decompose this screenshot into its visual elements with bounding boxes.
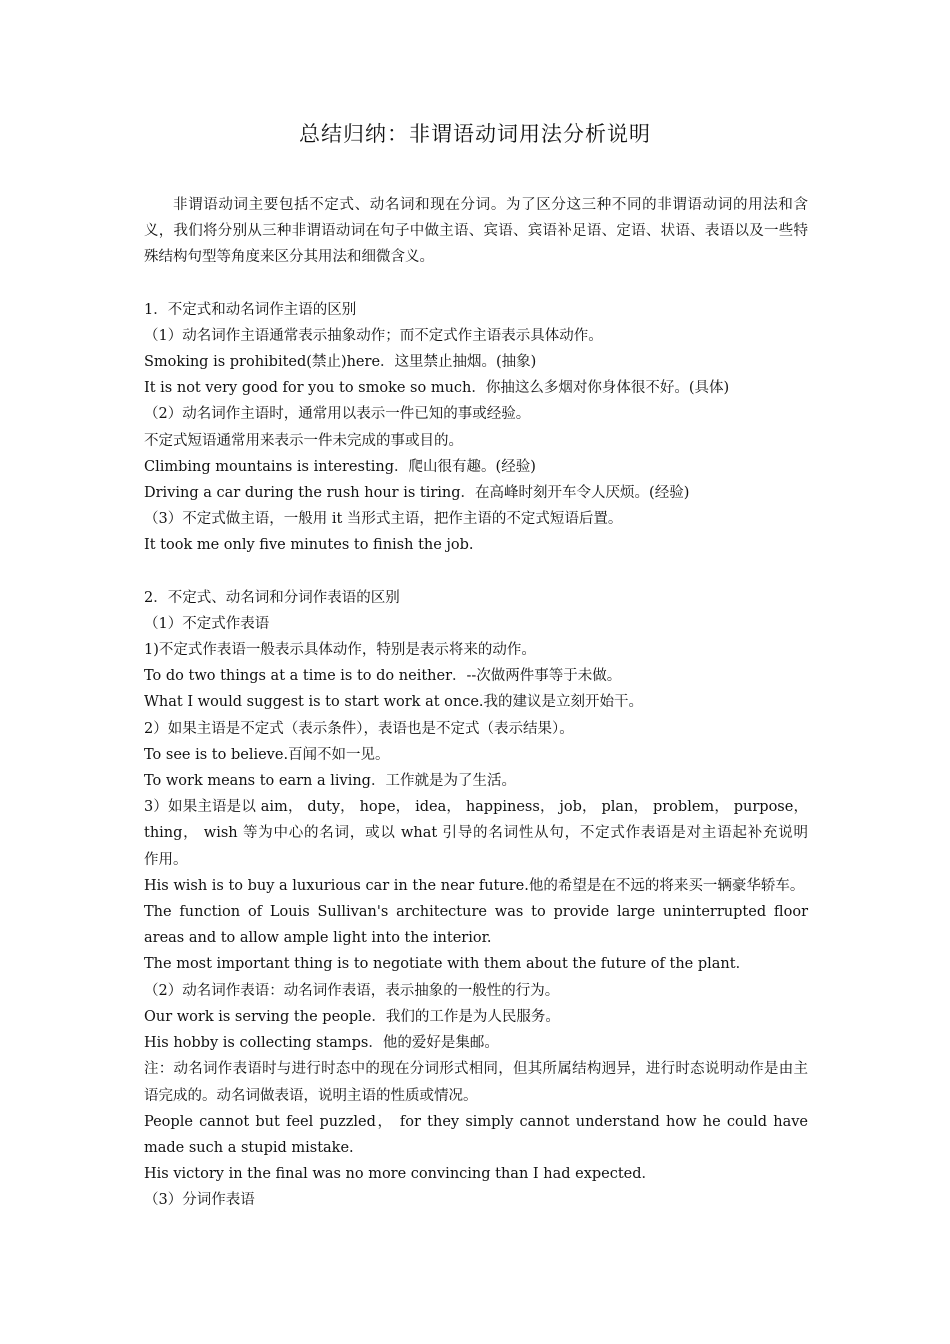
spacer: [144, 271, 808, 297]
section-2-line: His victory in the final was no more convincing than I had expected．: [144, 1166, 657, 1183]
section-1-line: （1）动名词作主语通常表示抽象动作；而不定式作主语表示具体动作。: [144, 327, 603, 344]
section-1-line: 不定式短语通常用来表示一件未完成的事或目的。: [144, 432, 463, 449]
document-title: 总结归纳：非谓语动词用法分析说明: [299, 122, 651, 146]
section-2-line: The function of Louis Sullivan's architecture was to provide large uninterrupted floor areas and to allow ample light into the interior.: [144, 904, 808, 947]
section-1-line: （3）不定式做主语，一般用 it 当形式主语，把作主语的不定式短语后置。: [144, 511, 623, 528]
intro-paragraph: 非谓语动词主要包括不定式、动名词和现在分词。为了区分这三种不同的非谓语动词的用法和含义，我们将分别从三种非谓语动词在句子中做主语、宾语、宾语补足语、定语、状语、表语以及一些特殊结构句型等角度来区分其用法和细微含义。: [144, 197, 808, 266]
section-2-line: 注：动名词作表语时与进行时态中的现在分词形式相同，但其所属结构迥异，进行时态说明动作是由主语完成的。动名词做表语，说明主语的性质或情况。: [144, 1061, 808, 1104]
section-2-heading: 2．不定式、动名词和分词作表语的区别: [144, 589, 400, 606]
section-2-line: 3）如果主语是以 aim， duty， hope， idea， happiness， job， plan， problem， purpose， thing， wish 等为中心的名词，或以 what 引导的名词性从句，不定式作表语是对主语起补充说明 作用。: [144, 799, 837, 868]
section-1-line: （2）动名词作主语时，通常用以表示一件已知的事或经验。: [144, 406, 531, 423]
section-2-line: （1）不定式作表语: [144, 615, 270, 632]
section-1-line: Driving a car during the rush hour is tiring．在高峰时刻开车令人厌烦。(经验): [144, 485, 690, 502]
section-2-line: To work means to earn a living．工作就是为了生活。: [144, 773, 516, 790]
section-2-line: What I would suggest is to start work at once.我的建议是立刻开始干。: [144, 694, 644, 711]
section-2-line: His hobby is collecting stamps．他的爱好是集邮。: [144, 1035, 499, 1052]
section-2-line: （3）分词作表语: [144, 1192, 255, 1209]
section-2-line: Our work is serving the people．我们的工作是为人民服务。: [144, 1008, 560, 1025]
document-body: [144, 192, 837, 1214]
section-2-line: To see is to believe.百闻不如一见。: [144, 746, 390, 763]
section-2-line: To do two things at a time is to do neither．--次做两件事等于未做。: [144, 668, 622, 685]
section-2-line: 1)不定式作表语一般表示具体动作，特别是表示将来的动作。: [144, 642, 536, 659]
section-1-line: It took me only five minutes to finish the job.: [144, 537, 474, 554]
section-1-line: Smoking is prohibited(禁止)here．这里禁止抽烟。(抽象): [144, 354, 537, 371]
section-2-line: His wish is to buy a luxurious car in the near future.他的希望是在不远的将来买一辆豪华轿车。: [144, 877, 805, 894]
section-2-line: （2）动名词作表语：动名词作表语，表示抽象的一般性的行为。: [144, 982, 560, 999]
section-2-line: People cannot but feel puzzled， for they simply cannot understand how he could have made such a stupid mistake.: [144, 1113, 808, 1156]
spacer: [144, 559, 808, 585]
section-2-line: The most important thing is to negotiate with them about the future of the plant．: [144, 956, 751, 973]
section-1-line: It is not very good for you to smoke so much．你抽这么多烟对你身体很不好。(具体): [144, 380, 730, 397]
section-2-line: 2）如果主语是不定式（表示条件），表语也是不定式（表示结果）。: [144, 720, 574, 737]
section-1-heading: 1．不定式和动名词作主语的区别: [144, 301, 357, 318]
section-1-line: Climbing mountains is interesting．爬山很有趣。(经验): [144, 458, 536, 475]
